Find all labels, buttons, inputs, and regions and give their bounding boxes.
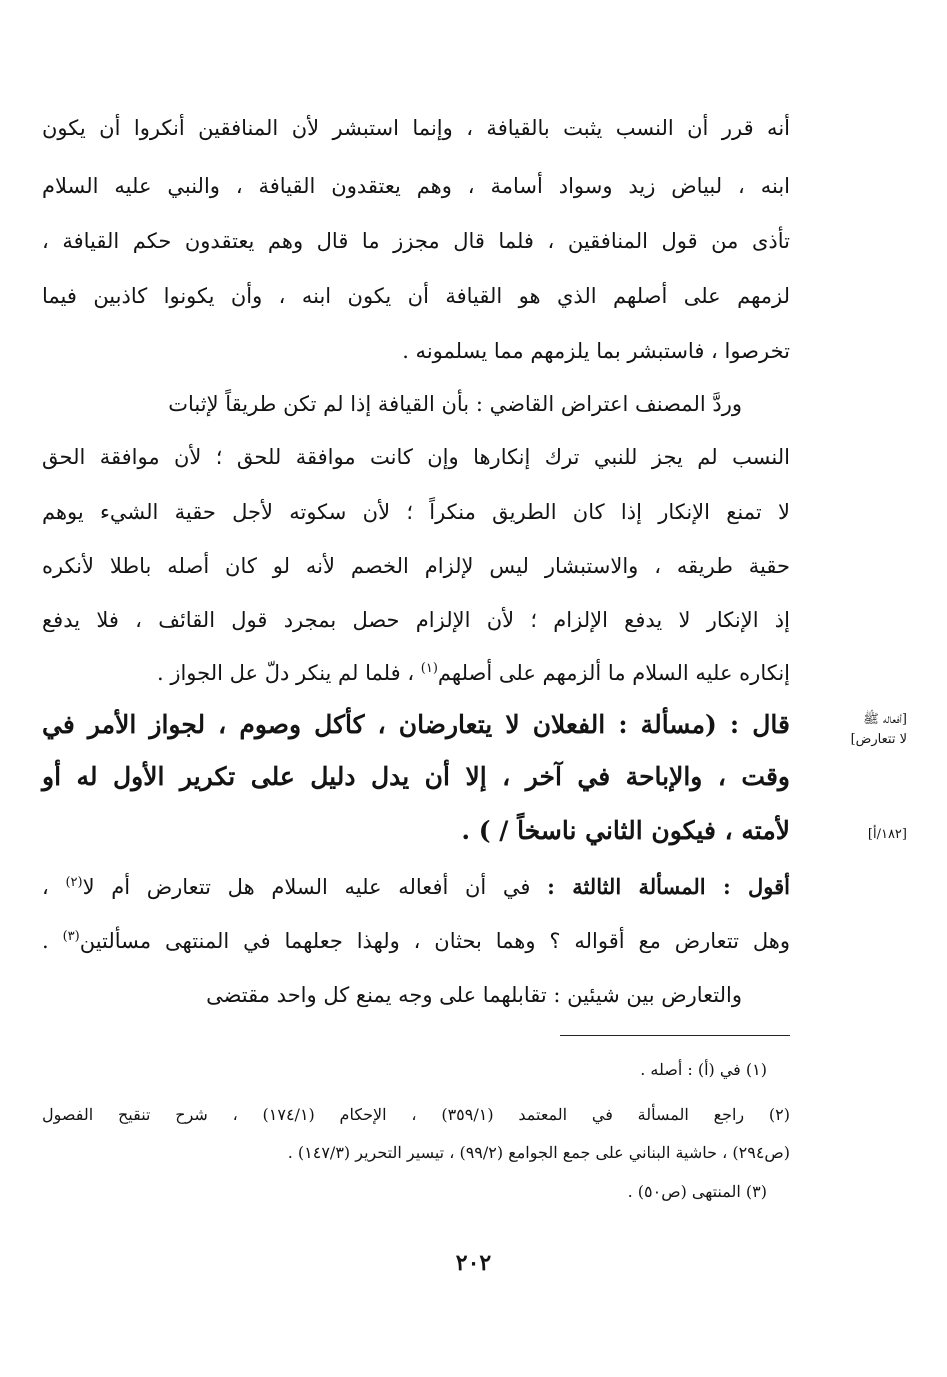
text-span: . [42,929,63,953]
margin-note-line: [أفعاله ﷺ [863,712,907,727]
footnote-ref: (٣) [62,929,80,944]
text-span: إنكاره عليه السلام ما ألزمهم على أصلهم [437,661,790,685]
footnote-ref: (٢) [65,875,83,890]
text-line: إذ الإنكار لا يدفع الإلزام ؛ لأن الإلزام حصل بمجرد قول القائف ، فلا يدفع [42,608,790,632]
text-line [42,663,790,684]
text-span: ، [42,875,66,899]
footnote: (١) في (أ) : أصله . [640,1060,767,1079]
matn-line: لأمته ، فيكون الثاني ناسخاً / ) . [461,816,790,845]
margin-note-line: لا تتعارض] [850,732,907,748]
text-line: لزمهم على أصلهم الذي هو القيافة أن يكون ابنه ، وأن يكونوا كاذبين فيما [42,284,790,308]
matn-line: وقت ، والإباحة في آخر ، إلا أن يدل دليل على تكرير الأول له أو [42,762,790,791]
text-line: أنه قرر أن النسب يثبت بالقيافة ، وإنما استبشر لأن المنافقين أنكروا أن يكون [42,116,790,140]
text-line: حقية طريقه ، والاستبشار ليس لإلزام الخصم لأنه لو كان أصله باطلا لأنكره [42,554,790,578]
matn-line: قال : (مسألة : الفعلان لا يتعارضان ، كأكل وصوم ، لجواز الأمر في [42,710,790,739]
text-line: تأذى من قول المنافقين ، فلما قال مجزز ما قال وهم يعتقدون حكم القيافة ، [42,229,790,253]
text-span: وهل تتعارض مع أقواله ؟ وهما بحثان ، ولهذا جعلهما في المنتهى مسألتين [79,929,790,953]
folio-marker: [١٨٢/أ] [867,827,907,842]
text-line: لا تمنع الإنكار إذا كان الطريق منكراً ؛ لأن سكوته لأجل حقية الشيء يوهم [42,500,790,524]
text-line: وردَّ المصنف اعتراض القاضي : بأن القيافة إذا لم تكن طريقاً لإثبات [168,392,742,416]
footnote: (٢) راجع المسألة في المعتمد (٣٥٩/١) ، الإحكام (١٧٤/١) ، شرح تنقيح الفصول [42,1105,790,1124]
page-number: ٢٠٢ [455,1250,492,1276]
text-line: ابنه ، لبياض زيد وسواد أسامة ، وهم يعتقدون القيافة ، والنبي عليه السلام [42,174,790,198]
margin-note [851,710,907,750]
text-line: تخرصوا ، فاستبشر بما يلزمهم مما يسلمونه . [402,339,790,363]
text-line [42,876,790,898]
text-span: ، فلما لم ينكر دلّ عل الجواز . [156,661,421,685]
footnote-ref: (١) [420,661,438,676]
text-line: والتعارض بين شيئين : تقابلهما على وجه يمنع كل واحد مقتضى [206,983,742,1007]
text-line [42,931,790,952]
text-span-bold: أقول : المسألة الثالثة : [547,874,790,899]
footnote-divider [560,1035,790,1036]
text-line: النسب لم يجز للنبي ترك إنكارها وإن كانت موافقة للحق ؛ لأن موافقة الحق [42,445,790,469]
footnote: (ص٢٩٤) ، حاشية البناني على جمع الجوامع (٩٩/٢) ، تيسير التحرير (١٤٧/٣) . [287,1143,790,1162]
text-span: في أن أفعاله عليه السلام هل تتعارض أم لا [82,875,548,899]
footnote: (٣) المنتهى (ص٥٠) . [627,1182,767,1201]
